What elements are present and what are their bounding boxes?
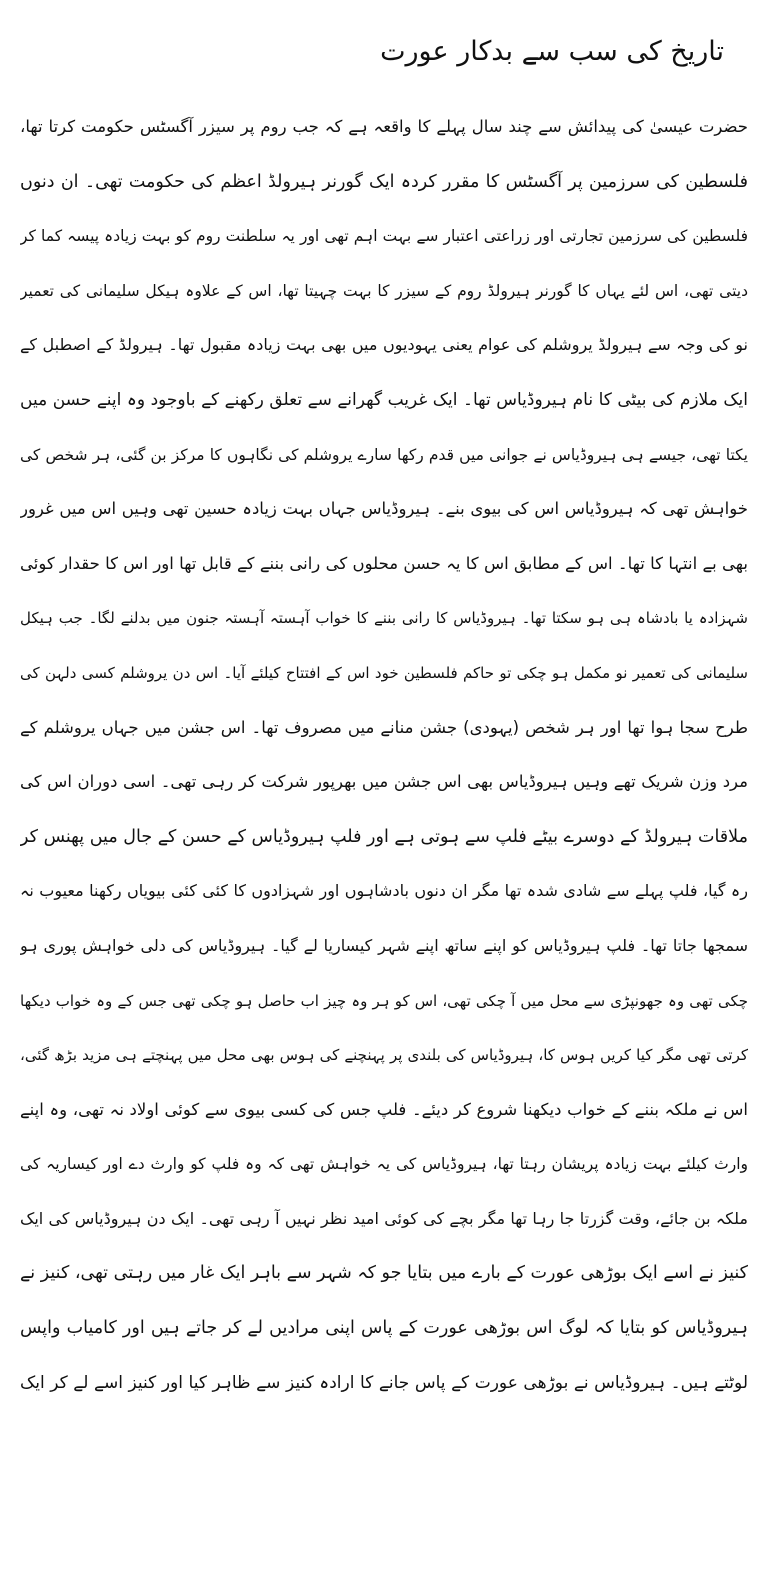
article-line: بھی بے انتہا کا تھا۔ اس کے مطابق اس کا یہ حسن محلوں کی رانی بننے کے قابل تھا اور اس کا حقدار کوئی: [20, 553, 748, 573]
article-line: ملکہ بن جائے، وقت گزرتا جا رہا تھا مگر بچے کی کوئی امید نظر نہیں آ رہی تھی۔ ایک دن ہیروڈیاس کی ایک: [20, 1208, 748, 1228]
article-line: چکی تھی وہ جھونپڑی سے محل میں آ چکی تھی، اس کو ہر وہ چیز اب حاصل ہو چکی تھی جس کے وہ خواب دیکھا: [20, 991, 748, 1010]
article-title: تاریخ کی سب سے بدکار عورت: [380, 36, 724, 67]
article-body: [20, 100, 748, 1410]
article-line: اس نے ملکہ بننے کے خواب دیکھنا شروع کر دیئے۔ فلپ جس کی کسی بیوی سے کوئی اولاد نہ تھی، وہ اپنے: [20, 1099, 748, 1119]
article-line: دیتی تھی، اس لئے یہاں کا گورنر ہیرولڈ روم کے سیزر کا بہت چہیتا تھا، اس کے علاوہ ہیکل سلیمانی کی تعمیر: [20, 281, 748, 300]
article-line: فلسطین کی سرزمین پر آگسٹس کا مقرر کردہ ایک گورنر ہیرولڈ اعظم کی حکومت تھی۔ ان دنوں: [20, 171, 748, 192]
article-line: فلسطین کی سرزمین تجارتی اور زراعتی اعتبار سے بہت اہم تھی اور یہ سلطنت روم کو بہت زیادہ پیسہ کما کر: [20, 227, 748, 246]
article-line: سلیمانی کی تعمیر نو مکمل ہو چکی تو حاکم فلسطین خود اس کے افتتاح کیلئے آیا۔ اس دن یروشلم کسی دلہن کی: [20, 663, 748, 682]
article-line: شہزادہ یا بادشاہ ہی ہو سکتا تھا۔ ہیروڈیاس کا رانی بننے کا خواب آہستہ آہستہ جنون میں بدلنے لگا۔ جب ہیکل: [20, 609, 748, 628]
article-line: سمجھا جاتا تھا۔ فلپ ہیروڈیاس کو اپنے ساتھ اپنے شہر کیساریا لے گیا۔ ہیروڈیاس کی دلی خواہش پوری ہو: [20, 935, 748, 955]
article-line: ملاقات ہیرولڈ کے دوسرے بیٹے فلپ سے ہوتی ہے اور فلپ ہیروڈیاس کے حسن کے جال میں پھنس کر: [20, 826, 748, 847]
article-line: طرح سجا ہوا تھا اور ہر شخص (یہودی) جشن منانے میں مصروف تھا۔ اس جشن میں جہاں یروشلم کے: [20, 717, 748, 737]
article-line: وارث کیلئے بہت زیادہ پریشان رہتا تھا، ہیروڈیاس کی یہ خواہش تھی کہ وہ فلپ کو وارث دے اور کیساریہ کی: [20, 1155, 748, 1174]
article-line: نو کی وجہ سے ہیرولڈ یروشلم کی عوام یعنی یہودیوں میں بھی بہت زیادہ مقبول تھا۔ ہیرولڈ کے اصطبل کے: [20, 335, 748, 355]
article-line: خواہش تھی کہ ہیروڈیاس اس کی بیوی بنے۔ ہیروڈیاس جہاں بہت زیادہ حسین تھی وہیں اس میں غرور: [20, 499, 748, 519]
article-line: لوٹتے ہیں۔ ہیروڈیاس نے بوڑھی عورت کے پاس جانے کا ارادہ کنیز سے ظاہر کیا اور کنیز اسے لے کر ایک: [20, 1372, 748, 1393]
article-line: ایک ملازم کی بیٹی کا نام ہیروڈیاس تھا۔ ایک غریب گھرانے سے تعلق رکھنے کے باوجود وہ اپنے حسن میں: [20, 389, 748, 410]
article-line: ہیروڈیاس کو بتایا کہ لوگ اس بوڑھی عورت کے پاس اپنی مرادیں لے کر جاتے ہیں اور کامیاب واپس: [20, 1318, 748, 1339]
article-line: کنیز نے اسے ایک بوڑھی عورت کے بارے میں بتایا جو کہ شہر سے باہر ایک غار میں رہتی تھی، کنیز نے: [20, 1263, 748, 1284]
article-line: رہ گیا، فلپ پہلے سے شادی شدہ تھا مگر ان دنوں بادشاہوں اور شہزادوں کا کئی کئی بیویاں رکھنا معیوب نہ: [20, 881, 748, 901]
article-line: حضرت عیسیٰ کی پیدائش سے چند سال پہلے کا واقعہ ہے کہ جب روم پر سیزر آگسٹس حکومت کرتا تھا،: [20, 117, 748, 136]
article-line: کرتی تھی مگر کیا کریں ہوس کا، ہیروڈیاس کی بلندی پر پہنچنے کی ہوس بھی محل میں پہنچتے ہی مزید بڑھ گئی،: [20, 1046, 748, 1065]
article-line: یکتا تھی، جیسے ہی ہیروڈیاس نے جوانی میں قدم رکھا سارے یروشلم کی نگاہوں کا مرکز بن گئی، ہر شخص کی: [20, 445, 748, 464]
article-line: مرد وزن شریک تھے وہیں ہیروڈیاس بھی اس جشن میں بھرپور شرکت کر رہی تھی۔ اسی دوران اس کی: [20, 772, 748, 792]
